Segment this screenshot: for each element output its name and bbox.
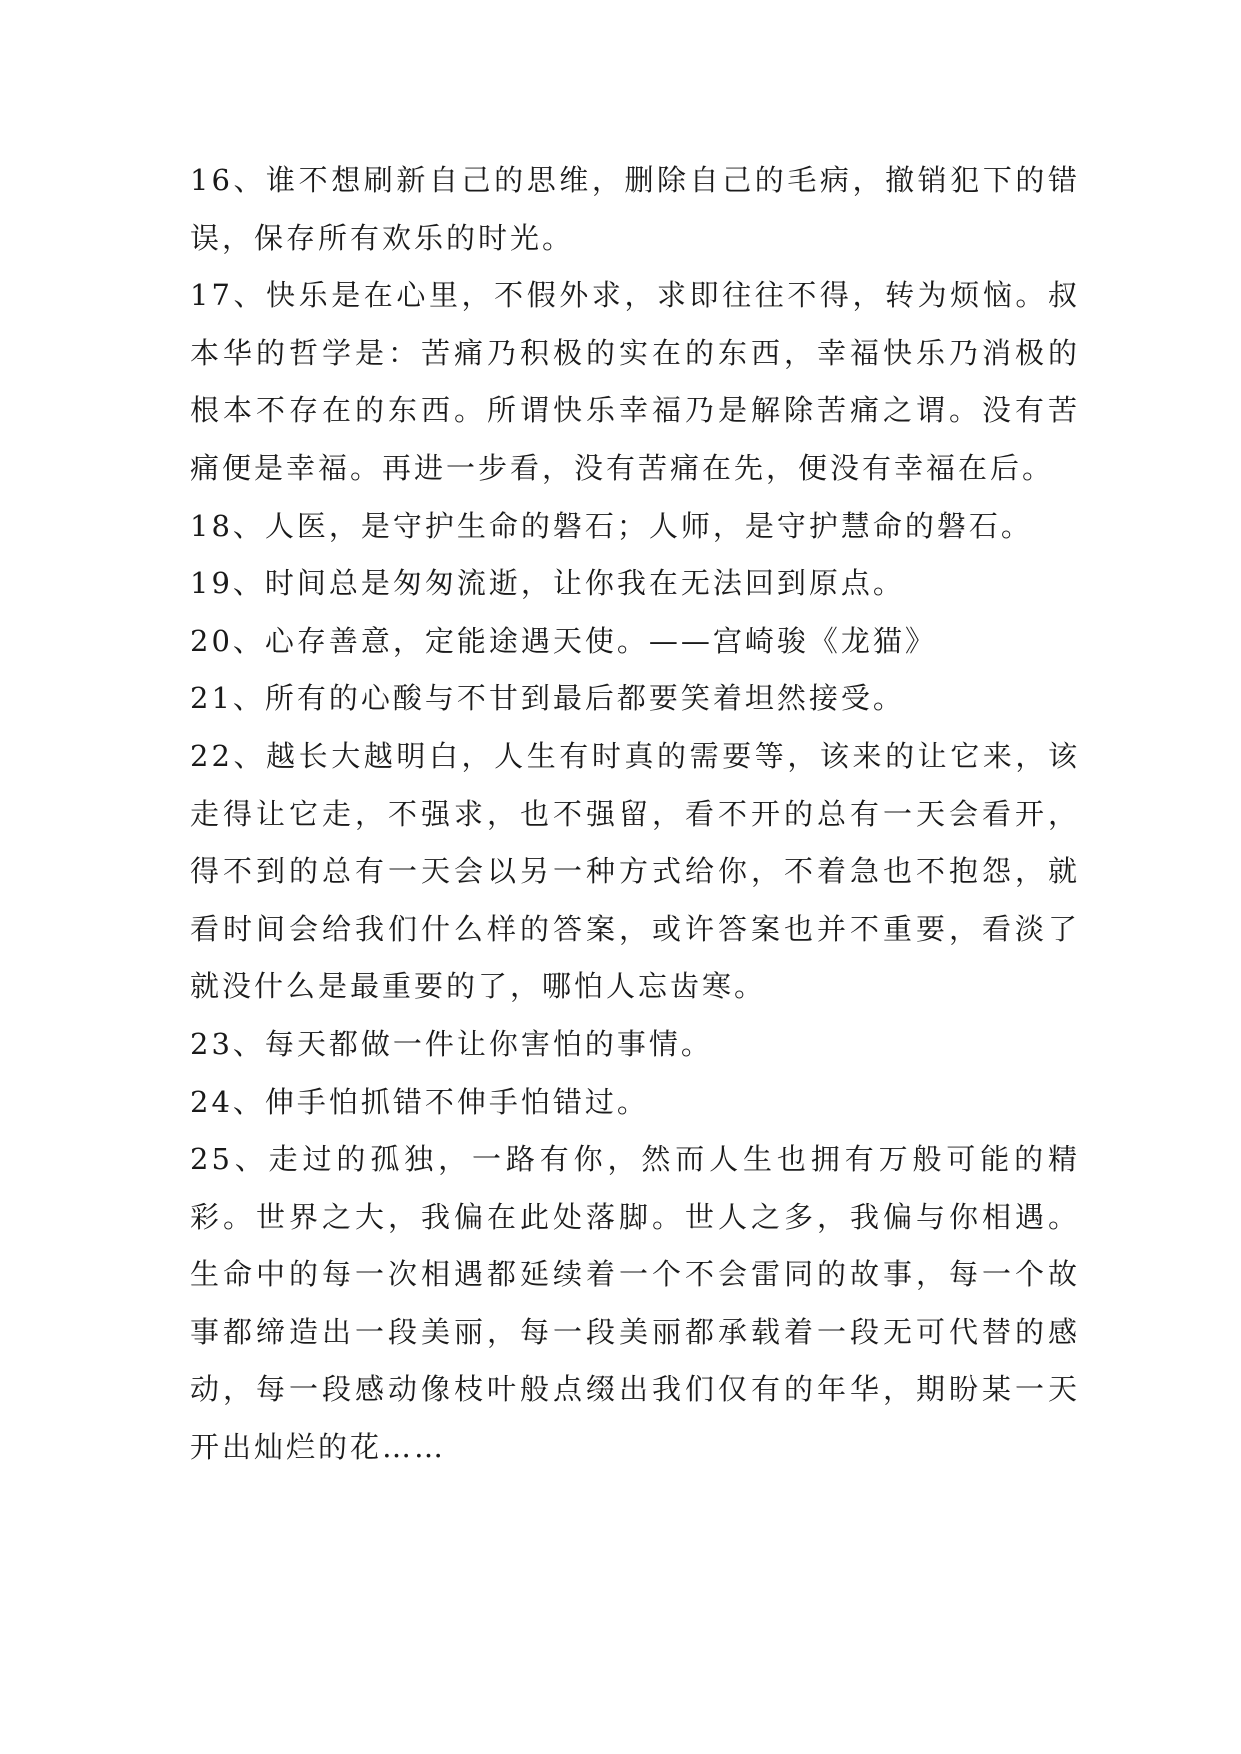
paragraph-19: 19、时间总是匆匆流逝，让你我在无法回到原点。: [190, 566, 905, 601]
paragraph-24: 24、伸手怕抓错不伸手怕错过。: [190, 1084, 649, 1119]
paragraph-18: 18、人医，是守护生命的磐石；人师，是守护慧命的磐石。: [190, 508, 1033, 543]
document-body: [190, 152, 1080, 1477]
paragraph-23: 23、每天都做一件让你害怕的事情。: [190, 1026, 713, 1061]
paragraph-16: 16、谁不想刷新自己的思维，删除自己的毛病，撤销犯下的错误，保存所有欢乐的时光。: [190, 163, 1080, 255]
paragraph-20: 20、心存善意，定能途遇天使。——宫崎骏《龙猫》: [190, 623, 937, 658]
paragraph-22: 22、越长大越明白，人生有时真的需要等，该来的让它来，该走得让它走，不强求，也不强留，看不开的总有一天会看开，得不到的总有一天会以另一种方式给你，不着急也不抱怨，就看时间会给我们什么样的答案，或许答案也并不重要，看淡了就没什么是最重要的了，哪怕人忘齿寒。: [190, 738, 1080, 1004]
paragraph-21: 21、所有的心酸与不甘到最后都要笑着坦然接受。: [190, 681, 905, 716]
paragraph-25: 25、走过的孤独，一路有你，然而人生也拥有万般可能的精彩。世界之大，我偏在此处落脚。世人之多，我偏与你相遇。生命中的每一次相遇都延续着一个不会雷同的故事，每一个故事都缔造出一段美丽，每一段美丽都承载着一段无可代替的感动，每一段感动像枝叶般点缀出我们仅有的年华，期盼某一天开出灿烂的花……: [190, 1142, 1080, 1465]
paragraph-17: 17、快乐是在心里，不假外求，求即往往不得，转为烦恼。叔本华的哲学是：苦痛乃积极的实在的东西，幸福快乐乃消极的根本不存在的东西。所谓快乐幸福乃是解除苦痛之谓。没有苦痛便是幸福。再进一步看，没有苦痛在先，便没有幸福在后。: [190, 278, 1080, 485]
